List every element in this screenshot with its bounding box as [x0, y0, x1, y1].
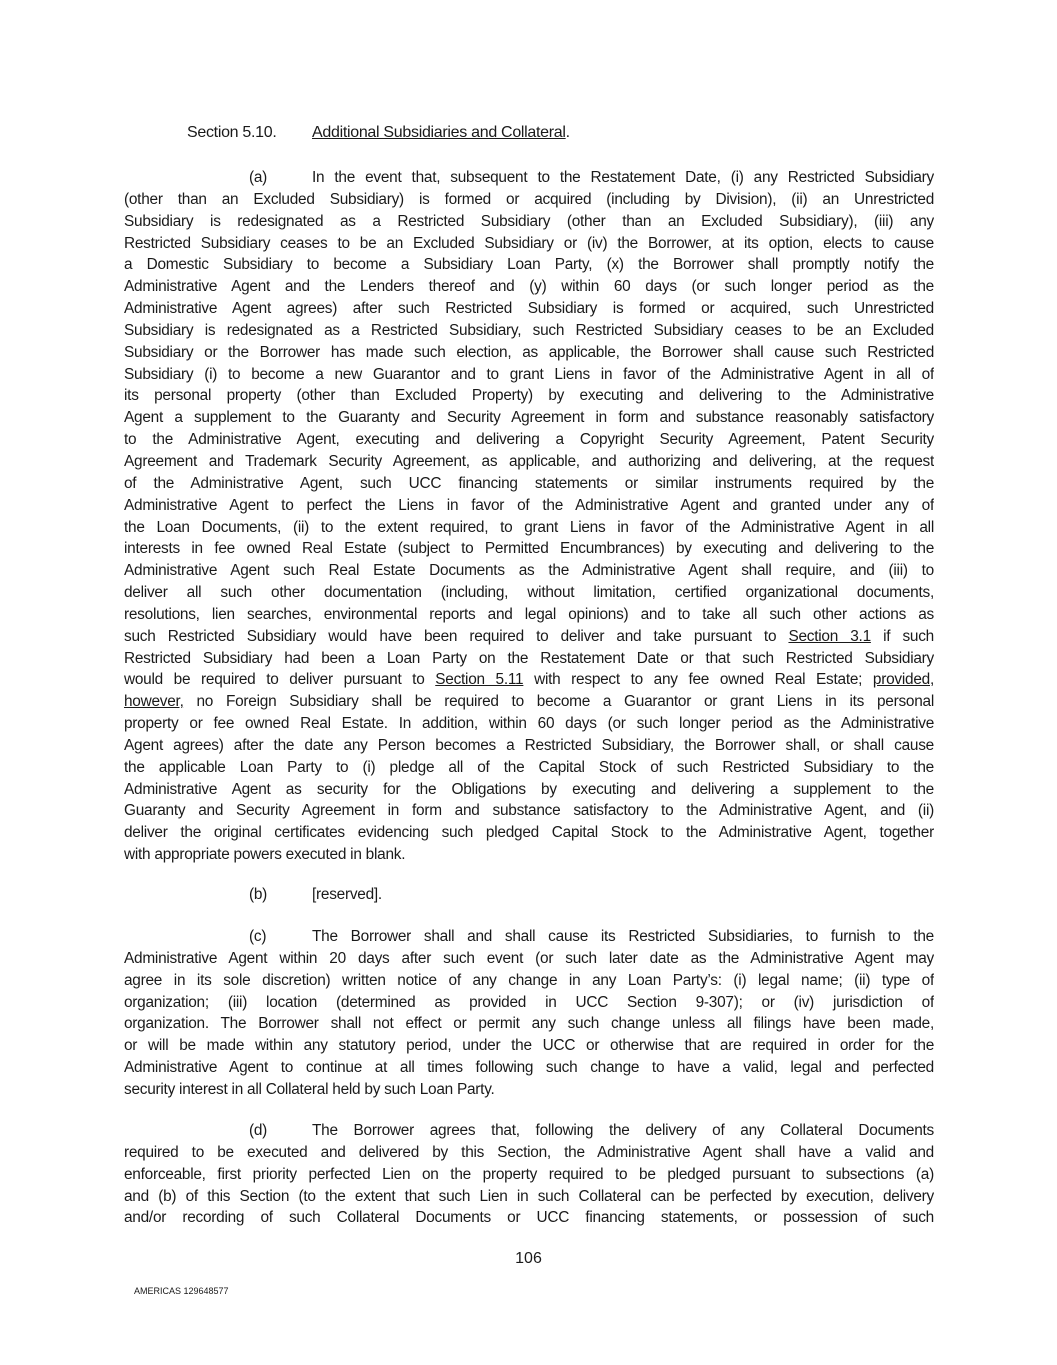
- text-line: would be required to deliver pursuant to Section 5.11 with respect to any fee owned Real Estate; provided,: [124, 671, 934, 689]
- text-line: property or fee owned Real Estate. In addition, within 60 days (or such longer period as the Administrative: [124, 715, 934, 733]
- paragraph-a: [124, 167, 934, 866]
- text-line: to the Administrative Agent, executing and delivering a Copyright Security Agreement, Patent Security: [124, 431, 934, 449]
- text-line: Subsidiary (i) to become a new Guarantor and to grant Liens in favor of the Administrative Agent in all of: [124, 365, 934, 383]
- paragraph-b: [124, 884, 934, 906]
- text-line: of the Administrative Agent, such UCC financing statements or similar instruments required by the: [124, 474, 934, 492]
- text-line: or will be made within any statutory period, under the UCC or otherwise that are required in order for the: [124, 1037, 934, 1055]
- text-line: Agent a supplement to the Guaranty and Security Agreement in form and substance reasonably satisfactory: [124, 409, 934, 427]
- text-line: Subsidiary or the Borrower has made such election, as applicable, the Borrower shall cause such Restricted: [124, 343, 934, 361]
- section-heading: [187, 124, 570, 142]
- paragraph-c: [124, 926, 934, 1101]
- paragraph-marker: (c): [249, 928, 267, 945]
- text-line: and (b) of this Section (to the extent that such Lien in such Collateral can be perfected by execution, delivery: [124, 1187, 934, 1205]
- text-line: (d) The Borrower agrees that, following the delivery of any Collateral Documents: [124, 1120, 934, 1142]
- text-line: resolutions, lien searches, environmental reports and legal opinions) and to take all such other actions as: [124, 605, 934, 623]
- text-line: a Domestic Subsidiary to become a Subsidiary Loan Party, (x) the Borrower shall promptly notify the: [124, 256, 934, 274]
- text-line: enforceable, first priority perfected Lien on the property required to be pledged pursuant to subsections (a): [124, 1165, 934, 1183]
- text-line: (a) In the event that, subsequent to the Restatement Date, (i) any Restricted Subsidiary: [124, 167, 934, 189]
- text-line: deliver the original certificates evidencing such pledged Capital Stock to the Administrative Agent, together: [124, 824, 934, 842]
- text-line: however, no Foreign Subsidiary shall be required to become a Guarantor or grant Liens in its personal: [124, 693, 934, 711]
- text-line: Administrative Agent such Real Estate Documents as the Administrative Agent shall require, and (iii) to: [124, 562, 934, 580]
- text-line: with appropriate powers executed in blank.: [124, 846, 406, 864]
- cross-reference: Section 3.1: [788, 627, 871, 645]
- text-line: (other than an Excluded Subsidiary) is formed or acquired (including by Division), (ii) an Unrestricted: [124, 190, 934, 208]
- text-line: Administrative Agent and the Lenders thereof and (y) within 60 days (or such longer period as the: [124, 278, 934, 296]
- text-line: agree in its sole discretion) written notice of any change in any Loan Party’s: (i) legal name; (ii) type of: [124, 971, 934, 989]
- text-line: Agent agrees) after the date any Person becomes a Restricted Subsidiary, the Borrower shall, or shall cause: [124, 736, 934, 754]
- text-line: Administrative Agent within 20 days after such event (or such later date as the Administrative Agent may: [124, 949, 934, 967]
- paragraph-marker: (d): [249, 1122, 268, 1139]
- text-line: security interest in all Collateral held by such Loan Party.: [124, 1080, 495, 1098]
- section-number: Section 5.10.: [187, 124, 277, 141]
- text-line: Guaranty and Security Agreement in form and substance satisfactory to the Administrative Agent, and (ii): [124, 802, 934, 820]
- paragraph-d: [124, 1120, 934, 1229]
- text-line: Agreement and Trademark Security Agreement, as applicable, and authorizing and delivering, at the request: [124, 452, 934, 470]
- text-line: (c) The Borrower shall and shall cause its Restricted Subsidiaries, to furnish to the: [124, 926, 934, 948]
- section-title-suffix: .: [565, 124, 570, 141]
- text-line: Restricted Subsidiary ceases to be an Excluded Subsidiary or (iv) the Borrower, at its option, elects to cause: [124, 234, 934, 252]
- text-line: deliver all such other documentation (including, without limitation, certified organizational documents,: [124, 584, 934, 602]
- paragraph-marker: (a): [249, 169, 268, 186]
- text-line: its personal property (other than Excluded Property) by executing and delivering to the Administrative: [124, 387, 934, 405]
- text-line: organization. The Borrower shall not effect or permit any such change unless all filings have been made,: [124, 1015, 934, 1033]
- text-line: interests in fee owned Real Estate (subject to Permitted Encumbrances) by executing and delivering to the: [124, 540, 934, 558]
- text-line: Administrative Agent agrees) after such Restricted Subsidiary is formed or acquired, such Unrestricted: [124, 300, 934, 318]
- cross-reference: provided,: [872, 671, 934, 689]
- text-line: (b) [reserved].: [124, 884, 934, 906]
- text-line: Administrative Agent as security for the Obligations by executing and delivering a supplement to the: [124, 780, 934, 798]
- section-title: Additional Subsidiaries and Collateral: [312, 124, 566, 141]
- text-line: the applicable Loan Party to (i) pledge all of the Capital Stock of such Restricted Subsidiary to the: [124, 758, 934, 776]
- text-line: required to be executed and delivered by this Section, the Administrative Agent shall have a valid and: [124, 1143, 934, 1161]
- page-number: 106: [515, 1250, 542, 1267]
- cross-reference: however,: [124, 693, 184, 711]
- text-line: Subsidiary is redesignated as a Restricted Subsidiary, such Restricted Subsidiary ceases to be an Excluded: [124, 321, 934, 339]
- text-line: Administrative Agent to continue at all times following such change to have a valid, legal and perfected: [124, 1059, 934, 1077]
- cross-reference: Section 5.11: [435, 671, 524, 689]
- document-footer-id: AMERICAS 129648577: [134, 1286, 229, 1296]
- text-line: Subsidiary is redesignated as a Restricted Subsidiary (other than an Excluded Subsidiary), (iii) any: [124, 212, 934, 230]
- text-line: the Loan Documents, (ii) to the extent required, to grant Liens in favor of the Administrative Agent in all: [124, 518, 934, 536]
- text-line: Restricted Subsidiary had been a Loan Party on the Restatement Date or that such Restricted Subsidiary: [124, 649, 934, 667]
- paragraph-marker: (b): [249, 886, 268, 903]
- text-line: and/or recording of such Collateral Documents or UCC financing statements, or possession of such: [124, 1209, 934, 1227]
- text-line: organization; (iii) location (determined as provided in UCC Section 9-307); or (iv) jurisdiction of: [124, 993, 934, 1011]
- text-line: such Restricted Subsidiary would have been required to deliver and take pursuant to Section 3.1 if such: [124, 627, 934, 645]
- text-line: Administrative Agent to perfect the Liens in favor of the Administrative Agent and granted under any of: [124, 496, 934, 514]
